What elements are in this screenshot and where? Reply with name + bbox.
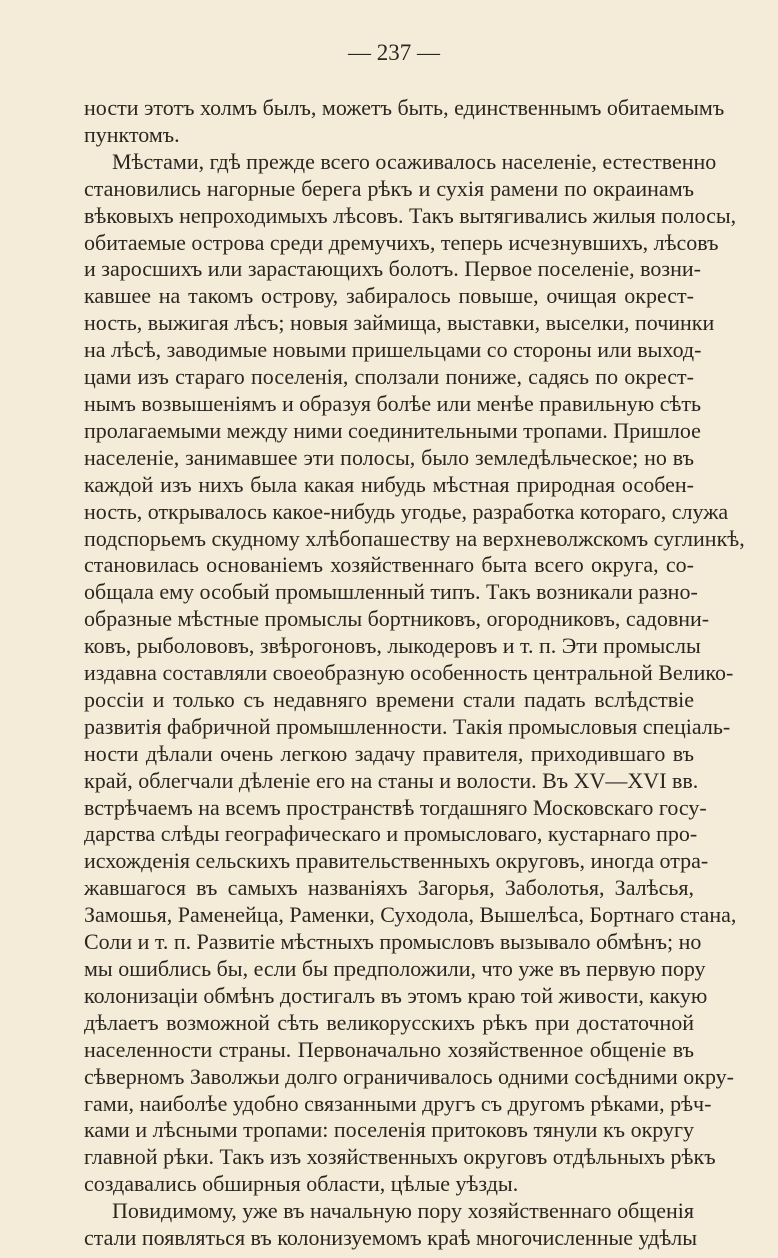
text-line: Соли и т. п. Развитіе мѣстныхъ промысловъ вызывало обмѣнъ; но <box>84 929 702 955</box>
text-line: Замошья, Раменейца, Раменки, Суходола, Вышелѣса, Бортнаго стана, <box>84 902 737 928</box>
text-line: на лѣсѣ, заводимые новыми пришельцами со стороны или выход- <box>84 337 702 363</box>
text-line: образные мѣстные промыслы бортниковъ, огородниковъ, садовни- <box>84 606 710 632</box>
text-line: населеніе, занимавшее эти полосы, было земледѣльческое; но въ <box>84 444 694 470</box>
text-line: ность, выжигая лѣсъ; новыя займища, выставки, выселки, починки <box>84 310 715 336</box>
text-line: колонизаціи обмѣнъ достигалъ въ этомъ краю той живости, какую <box>84 982 708 1008</box>
text-line: сѣверномъ Заволжьи долго ограничивалось одними сосѣдними окру- <box>84 1063 734 1089</box>
text-line: россіи и только съ недавняго времени стали падать вслѣдствіе <box>84 686 694 712</box>
text-line: дарства слѣды географическаго и промысловаго, кустарнаго про- <box>84 821 698 847</box>
text-line: ности этотъ холмъ былъ, можетъ быть, единственнымъ обитаемымъ <box>84 95 725 120</box>
text-line: развитія фабричной промышленности. Такія промысловыя спеціаль- <box>84 713 731 739</box>
text-line: ности дѣлали очень легкою задачу правителя, приходившаго въ <box>84 740 694 766</box>
text-line: мы ошиблись бы, если бы предположили, что уже въ первую пору <box>84 956 706 981</box>
text-line: Мѣстами, гдѣ прежде всего осаживалось населеніе, естественно <box>112 148 717 174</box>
text-line: жавшагося въ самыхъ названіяхъ Загорья, Заболотья, Залѣсья, <box>84 875 694 901</box>
page-number: — 237 — <box>348 40 440 65</box>
text-line: пунктомъ. <box>84 121 180 147</box>
paragraph <box>84 1198 698 1252</box>
text-line: пролагаемыми между ними соединительными тропами. Пришлое <box>84 417 701 443</box>
text-line: цами изъ стараго поселенія, сползали пониже, садясь по окрест- <box>84 364 694 390</box>
body-text <box>84 95 745 1252</box>
text-line: ность, открывалось какое-нибудь угодье, разработка котораго, служа <box>84 498 729 524</box>
paragraph <box>84 148 745 1198</box>
text-line: становились нагорные берега рѣкъ и сухія рамени по окраинамъ <box>84 175 694 201</box>
text-line: исхожденія сельскихъ правительственныхъ округовъ, иногда отра- <box>84 848 709 874</box>
text-line: издавна составляли своеобразную особенность центральной Велико- <box>84 660 734 686</box>
text-line: общала ему особый промышленный типъ. Такъ возникали разно- <box>84 579 698 605</box>
text-line: край, облегчали дѣленіе его на станы и волости. Въ XV—XVI вв. <box>84 767 699 793</box>
text-line: стали появляться въ колонизуемомъ краѣ многочисленные удѣлы <box>84 1225 698 1251</box>
text-line: гами, наиболѣе удобно связанными другъ съ другомъ рѣками, рѣч- <box>84 1090 712 1116</box>
text-line: становилась основаніемъ хозяйственнаго быта всего округа, со- <box>84 552 694 578</box>
paragraph <box>84 95 725 149</box>
text-line: каждой изъ нихъ была какая нибудь мѣстная природная особен- <box>84 471 694 497</box>
text-line: дѣлаетъ возможной сѣть великорусскихъ рѣкъ при достаточной <box>84 1009 694 1035</box>
text-line: создавались обширныя области, цѣлые уѣзды. <box>84 1171 519 1197</box>
text-line: Повидимому, уже въ начальную пору хозяйственнаго общенія <box>112 1198 694 1224</box>
text-line: кавшее на такомъ острову, забиралось повыше, очищая окрест- <box>84 283 694 309</box>
text-line: вѣковыхъ непроходимыхъ лѣсовъ. Такъ вытягивались жилыя полосы, <box>84 202 737 228</box>
text-line: ковъ, рыболововъ, звѣрогоновъ, лыкодеровъ и т. п. Эти промыслы <box>84 633 701 659</box>
text-line: ками и лѣсными тропами: поселенія притоковъ тянули къ округу <box>84 1117 694 1143</box>
text-line: населенности страны. Первоначально хозяйственное общеніе въ <box>84 1036 694 1062</box>
text-line: и заросшихъ или зарастающихъ болотъ. Первое поселеніе, возни- <box>84 256 701 282</box>
text-line: нымъ возвышеніямъ и образуя болѣе или менѣе правильную сѣть <box>84 390 702 416</box>
text-line: встрѣчаемъ на всемъ пространствѣ тогдашняго Московскаго госу- <box>84 794 707 820</box>
text-line: главной рѣки. Такъ изъ хозяйственныхъ округовъ отдѣльныхъ рѣкъ <box>84 1144 716 1170</box>
text-line: подспорьемъ скудному хлѣбопашеству на верхневолжскомъ суглинкѣ, <box>84 525 745 551</box>
text-line: обитаемые острова среди дремучихъ, теперь исчезнувшихъ, лѣсовъ <box>84 229 719 255</box>
